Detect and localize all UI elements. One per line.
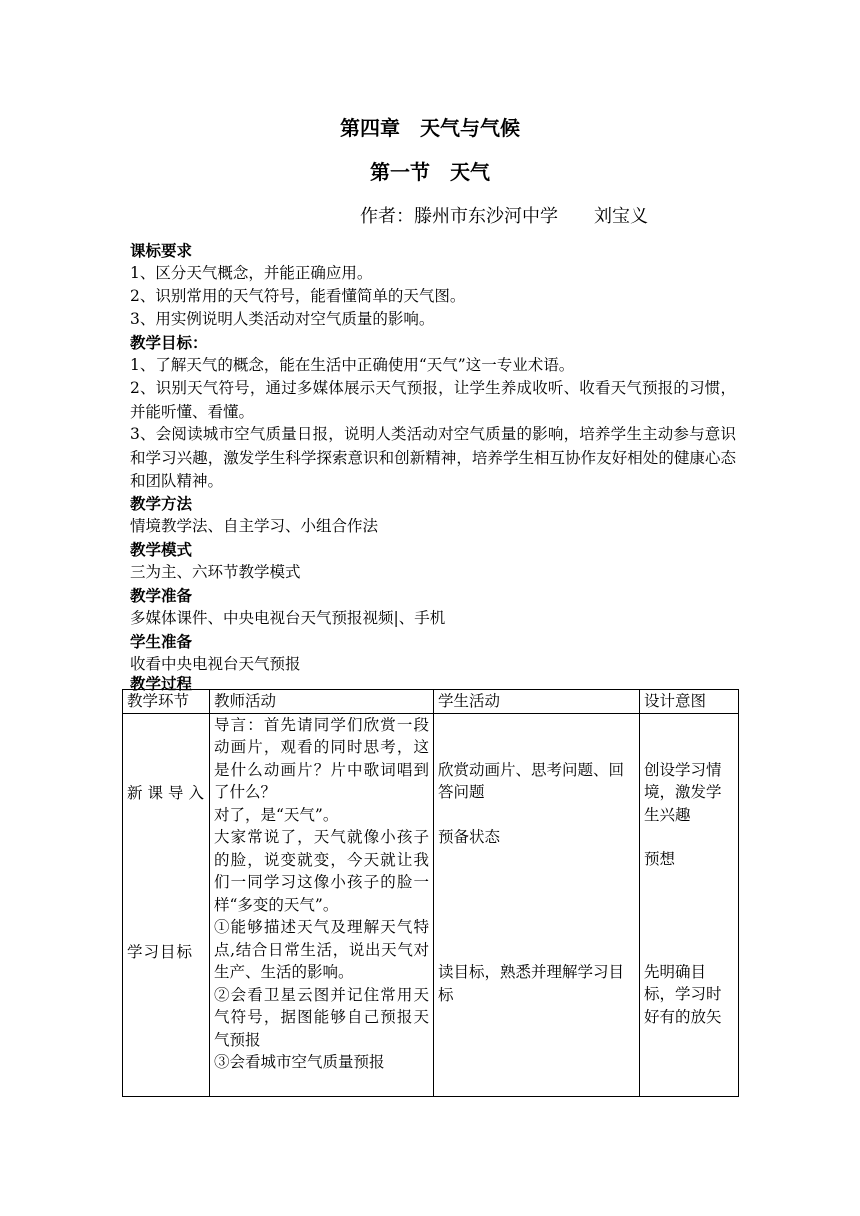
method-text: 情境教学法、自主学习、小组合作法 (130, 517, 379, 535)
teacher-answer: 对了，是“天气”。 (214, 805, 339, 824)
student-activity-2: 预备状态 (438, 827, 501, 846)
process-table (122, 689, 739, 1097)
goal-item-2: 2、识别天气符号，通过多媒体展示天气预报，让学生养成收听、收看天气预报的习惯，并能听懂、看懂。 (130, 379, 736, 421)
intent-3: 先明确目标，学习时好有的放矢 (644, 962, 722, 1026)
stage-cell (123, 713, 210, 1096)
teacher-goal-2: ②会看卫星云图并记住常用天气符号，据图能够自己预报天气预报 (214, 985, 429, 1049)
section-title: 第一节 天气 (370, 160, 490, 184)
method-heading: 教学方法 (130, 494, 193, 513)
process-heading: 教学过程 (130, 674, 193, 693)
student-activity-cell (434, 713, 640, 1096)
preparation-text: 多媒体课件、中央电视台天气预报视频|、手机 (130, 609, 446, 627)
column-header: 设计意图 (640, 690, 739, 714)
mode-text: 三为主、六环节教学模式 (130, 563, 301, 581)
preparation-heading: 教学准备 (130, 586, 193, 605)
curriculum-item-3: 3、用实例说明人类活动对空气质量的影响。 (130, 310, 435, 328)
curriculum-heading: 课标要求 (130, 241, 193, 260)
stage-learning-goals: 学习目标 (127, 943, 194, 961)
teacher-goal-1: ①能够描述天气及理解天气特点,结合日常生活，说出天气对生产、生活的影响。 (214, 918, 429, 981)
student-activity-3: 读目标，熟悉并理解学习目标 (438, 963, 625, 1004)
column-header: 教师活动 (210, 690, 434, 714)
student-prep-heading: 学生准备 (130, 632, 193, 651)
teacher-intro: 导言：首先请同学们欣赏一段动画片，观看的同时思考，这是什么动画片？片中歌词唱到了什么？ (214, 715, 429, 801)
chapter-title: 第四章 天气与气候 (340, 116, 520, 140)
stage-new-lesson: 新课导入 (127, 783, 205, 802)
mode-heading: 教学模式 (130, 540, 193, 559)
teacher-goal-3: ③会看城市空气质量预报 (214, 1053, 385, 1071)
student-prep-text: 收看中央电视台天气预报 (130, 655, 301, 673)
table-row (123, 713, 739, 1096)
column-header: 学生活动 (434, 690, 640, 714)
teacher-transition: 大家常说了，天气就像小孩子的脸，说变就变，今天就让我们一同学习这像小孩子的脸一样“多变的天气”。 (214, 828, 429, 914)
goal-item-1: 1、了解天气的概念，能在生活中正确使用“天气”这一专业术语。 (130, 356, 575, 374)
curriculum-item-2: 2、识别常用的天气符号，能看懂简单的天气图。 (130, 287, 466, 305)
column-header: 教学环节 (123, 690, 210, 714)
curriculum-item-1: 1、区分天气概念，并能正确应用。 (130, 264, 373, 282)
goal-item-3: 3、会阅读城市空气质量日报，说明人类活动对空气质量的影响，培养学生主动参与意识和学习兴趣，激发学生科学探索意识和创新精神，培养学生相互协作友好相处的健康心态和团队精神。 (130, 425, 736, 490)
student-activity-1: 欣赏动画片、思考问题、回答问题 (438, 760, 625, 801)
intent-2: 预想 (644, 850, 676, 868)
goals-heading: 教学目标： (130, 333, 208, 352)
table-header-row (123, 690, 739, 714)
author-line: 作者：滕州市东沙河中学 刘宝义 (360, 206, 648, 227)
teacher-activity-cell (210, 713, 434, 1096)
design-intent-cell (640, 713, 739, 1096)
intent-1: 创设学习情境，激发学生兴趣 (644, 760, 722, 824)
